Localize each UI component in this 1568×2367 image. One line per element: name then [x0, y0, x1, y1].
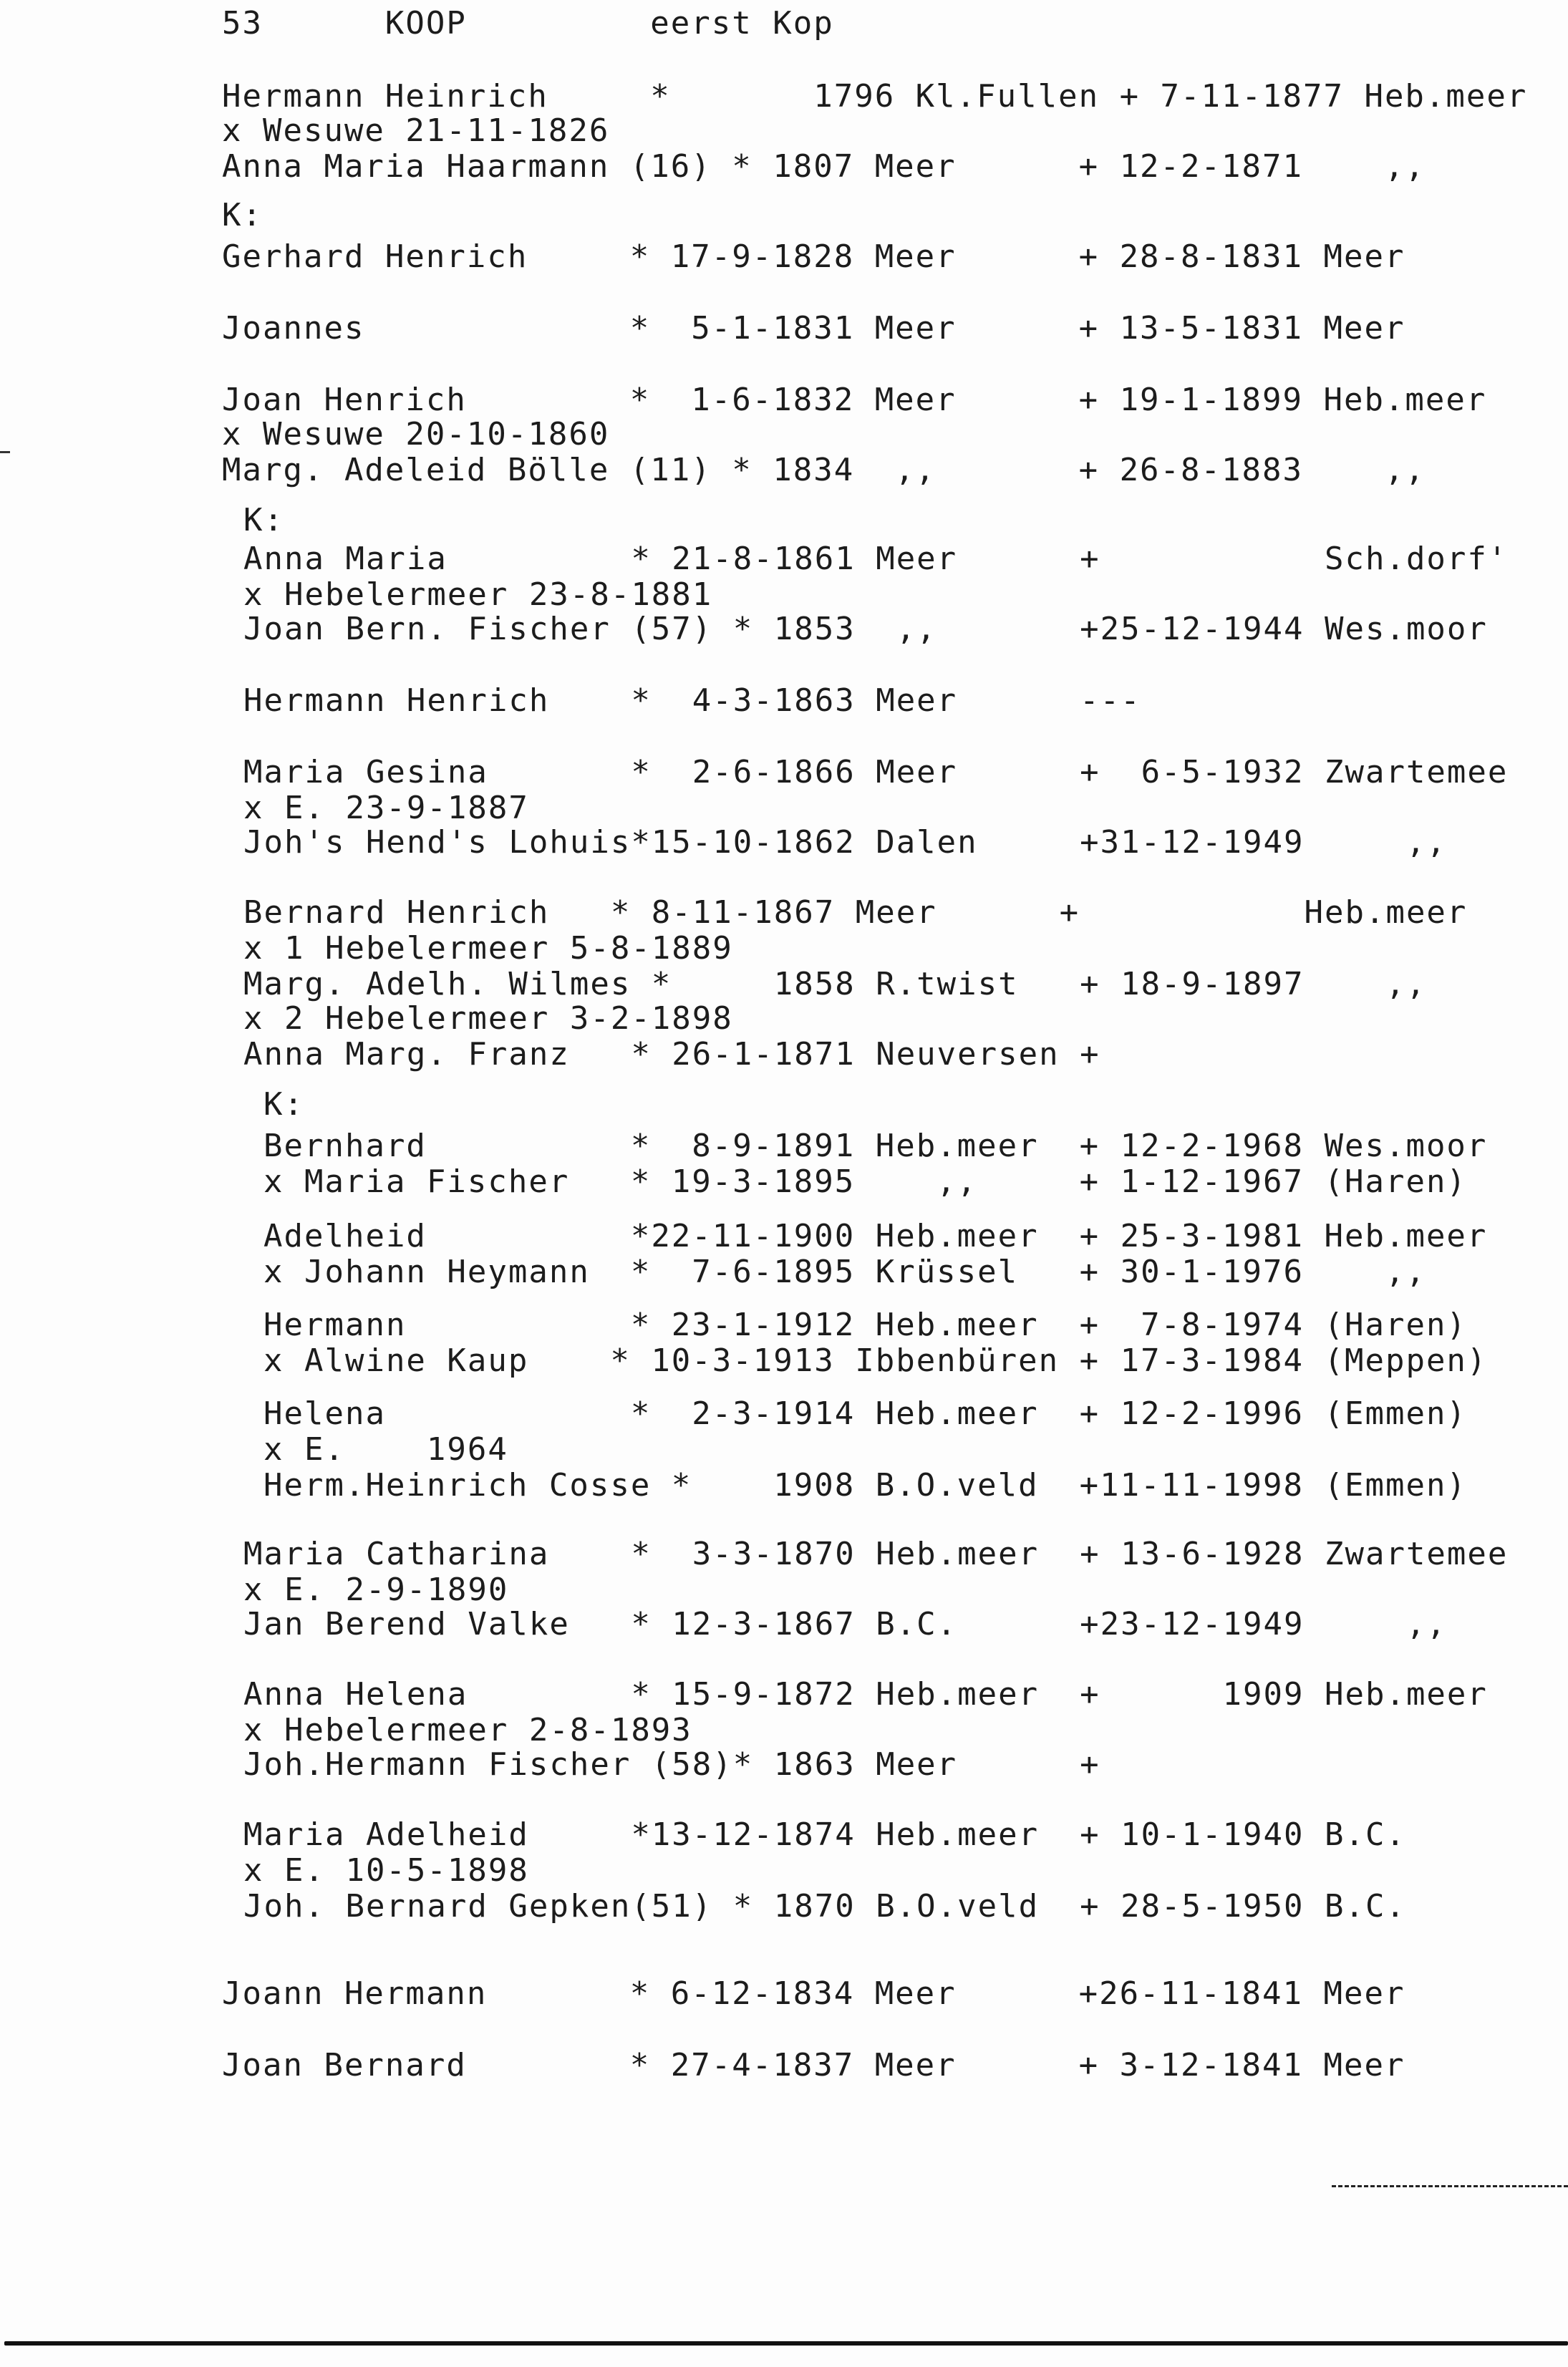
record-line: x 1 Hebelermeer 5-8-1889	[243, 930, 733, 967]
record-line: Anna Helena * 15-9-1872 Heb.meer + 1909 Heb.meer	[243, 1676, 1488, 1713]
record-line: Helena * 2-3-1914 Heb.meer + 12-2-1996 (Emmen)	[263, 1395, 1467, 1432]
record-line: Herm.Heinrich Cosse * 1908 B.O.veld +11-11-1998 (Emmen)	[263, 1467, 1467, 1504]
record-line: Bernhard * 8-9-1891 Heb.meer + 12-2-1968 Wes.moor	[263, 1128, 1488, 1164]
record-line: x Hebelermeer 2-8-1893	[243, 1712, 692, 1748]
page-header: 53 KOOP eerst Kop	[222, 5, 834, 42]
record-line: Anna Maria * 21-8-1861 Meer + Sch.dorf'	[243, 541, 1509, 577]
record-line: Bernard Henrich * 8-11-1867 Meer + Heb.meer	[243, 894, 1468, 931]
record-line: Jan Berend Valke * 12-3-1867 B.C. +23-12-1949 ,,	[243, 1606, 1447, 1642]
record-line: Maria Gesina * 2-6-1866 Meer + 6-5-1932 Zwartemee	[243, 754, 1509, 790]
record-line: Joh. Bernard Gepken(51) * 1870 B.O.veld + 28-5-1950 B.C.	[243, 1888, 1406, 1925]
record-line: x E. 10-5-1898	[243, 1852, 529, 1889]
record-line: Joan Bern. Fischer (57) * 1853 ,, +25-12-1944 Wes.moor	[243, 611, 1488, 647]
record-line: x E. 23-9-1887	[243, 790, 529, 826]
record-line: Joh.Hermann Fischer (58)* 1863 Meer +	[243, 1746, 1100, 1783]
record-line: K:	[263, 1086, 304, 1123]
record-line: Gerhard Henrich * 17-9-1828 Meer + 28-8-1831 Meer	[222, 238, 1405, 275]
record-line: K:	[243, 502, 284, 538]
record-line: x Johann Heymann * 7-6-1895 Krüssel + 30-1-1976 ,,	[263, 1254, 1426, 1290]
record-line: Anna Marg. Franz * 26-1-1871 Neuversen +	[243, 1036, 1100, 1073]
page-bottom-rule	[4, 2341, 1568, 2346]
record-line: Hermann Heinrich * 1796 Kl.Fullen + 7-11-1877 Heb.meer	[222, 78, 1528, 115]
record-line: Adelheid *22-11-1900 Heb.meer + 25-3-1981 Heb.meer	[263, 1218, 1488, 1254]
record-line: x Wesuwe 21-11-1826	[222, 112, 610, 149]
record-line: Joan Bernard * 27-4-1837 Meer + 3-12-1841 Meer	[222, 2047, 1405, 2083]
record-line: Joannes * 5-1-1831 Meer + 13-5-1831 Meer	[222, 310, 1405, 347]
record-line: Anna Maria Haarmann (16) * 1807 Meer + 12-2-1871 ,,	[222, 148, 1426, 185]
record-line: Maria Adelheid *13-12-1874 Heb.meer + 10-1-1940 B.C.	[243, 1816, 1406, 1853]
record-line: Joann Hermann * 6-12-1834 Meer +26-11-1841 Meer	[222, 1975, 1405, 2012]
record-line: Marg. Adelh. Wilmes * 1858 R.twist + 18-9-1897 ,,	[243, 966, 1427, 1002]
record-line: x Wesuwe 20-10-1860	[222, 416, 610, 452]
record-line: Marg. Adeleid Bölle (11) * 1834 ,, + 26-8-1883 ,,	[222, 452, 1426, 488]
record-line: Hermann Henrich * 4-3-1863 Meer ---	[243, 682, 1141, 719]
record-line: x E. 2-9-1890	[243, 1572, 509, 1608]
record-line: Hermann * 23-1-1912 Heb.meer + 7-8-1974 (Haren)	[263, 1307, 1467, 1343]
record-line: Joan Henrich * 1-6-1832 Meer + 19-1-1899 Heb.meer	[222, 382, 1487, 418]
record-line: x 2 Hebelermeer 3-2-1898	[243, 1000, 733, 1037]
record-line: Joh's Hend's Lohuis*15-10-1862 Dalen +31-12-1949 ,,	[243, 824, 1447, 861]
record-line: K:	[222, 197, 263, 233]
margin-mark	[0, 451, 10, 453]
continuation-dashes	[1332, 2185, 1568, 2187]
record-line: x Hebelermeer 23-8-1881	[243, 576, 713, 613]
record-line: Maria Catharina * 3-3-1870 Heb.meer + 13-6-1928 Zwartemee	[243, 1536, 1509, 1572]
record-line: x Maria Fischer * 19-3-1895 ,, + 1-12-1967 (Haren)	[263, 1163, 1467, 1200]
record-line: x Alwine Kaup * 10-3-1913 Ibbenbüren + 17-3-1984 (Meppen)	[263, 1342, 1488, 1379]
record-line: x E. 1964	[263, 1431, 508, 1468]
